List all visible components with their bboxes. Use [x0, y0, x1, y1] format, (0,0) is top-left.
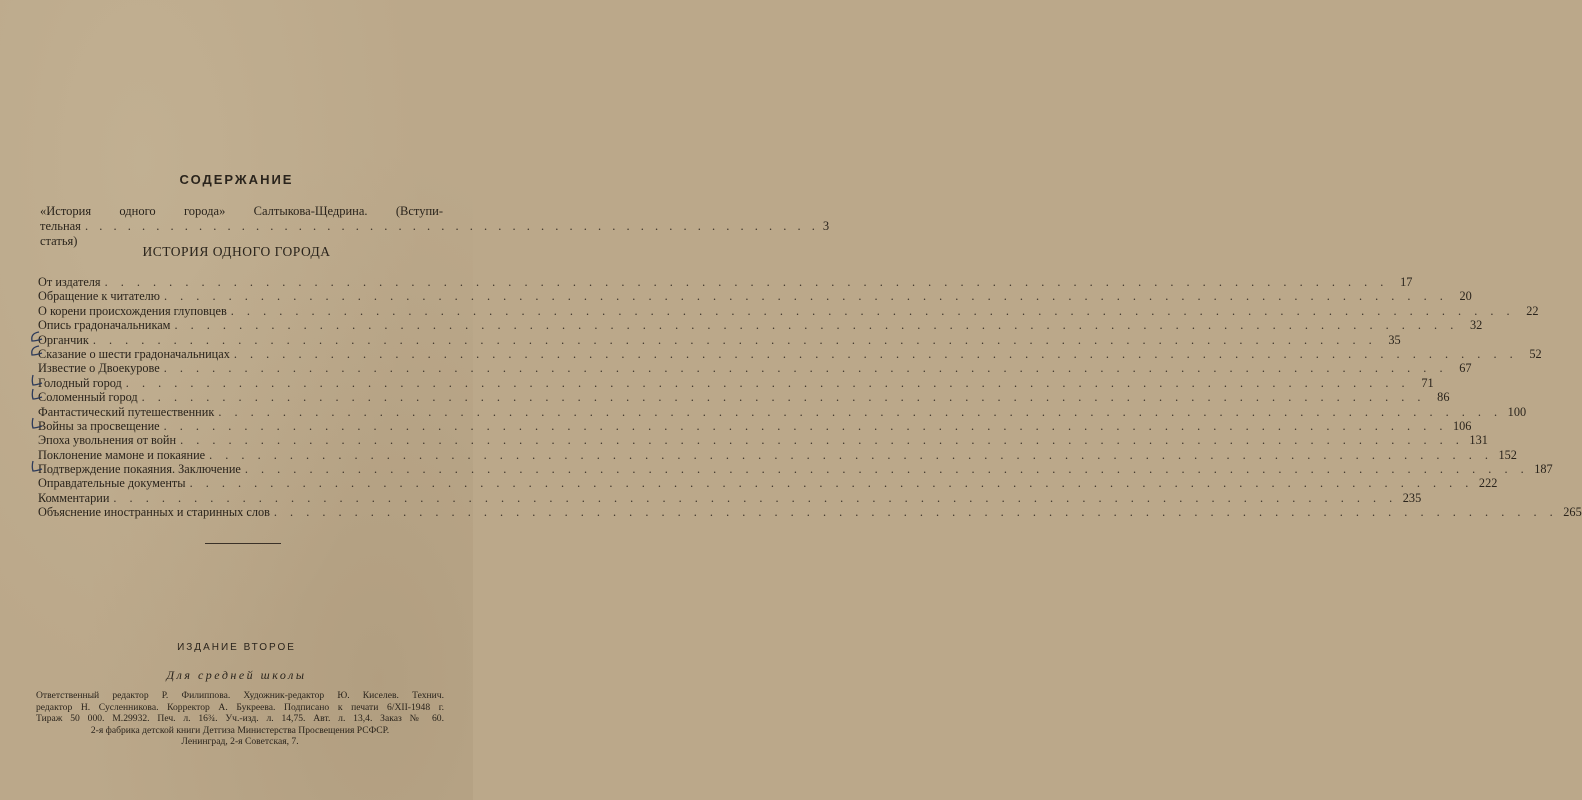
toc-entry-page: 35: [1388, 332, 1401, 347]
leader-dots: . . . . . . . . . . . . . . . . . . . . . . . . . . . . . . . . . . . . . . . . . . . . . . . . . . . . . . . . . . . . . . . . . . . . . . . . . . . . . . . .: [244, 462, 1529, 477]
toc-list: [38, 275, 1582, 520]
intro-entry: [40, 204, 830, 249]
toc-entry-title: Опись градоначальникам: [38, 318, 171, 333]
leader-dots: . . . . . . . . . . . . . . . . . . . . . . . . . . . . . . . . . . . . . . . . . . . . . . . . . . . . . . . . . . . . . . . . . . . . . . . . . . . . . . . .: [218, 404, 1503, 419]
edition-label: ИЗДАНИЕ ВТОРОЕ: [177, 642, 296, 653]
toc-entry: [38, 318, 1483, 333]
toc-entry-page: 235: [1402, 490, 1422, 505]
contents-heading: СОДЕРЖАНИЕ: [179, 172, 294, 187]
pencil-mark-icon: [29, 331, 43, 343]
divider-rule: [205, 543, 281, 544]
toc-entry: [38, 390, 1450, 405]
intro-entry-title-line2: тельная статья): [40, 219, 81, 248]
toc-entry-page: 67: [1459, 361, 1472, 376]
toc-entry-title: Объяснение иностранных и старинных слов: [38, 505, 270, 520]
toc-entry-title: Сказание о шести градоначальницах: [38, 346, 230, 361]
toc-entry: [38, 447, 1517, 462]
toc-entry-title: Фантастический путешественник: [38, 404, 215, 419]
audience-label: Для средней школы: [166, 668, 307, 682]
toc-entry: [38, 404, 1527, 419]
toc-entry: [38, 476, 1498, 491]
intro-entry-page: 3: [822, 219, 830, 233]
toc-entry-page: 187: [1534, 462, 1553, 477]
toc-entry-page: 106: [1452, 418, 1472, 433]
toc-entry: [38, 361, 1472, 376]
colophon-line: Тираж 50 000. М.29932. Печ. л. 16¾. Уч.-изд. л. 14,75. Авт. л. 13,4. Заказ № 60.: [36, 713, 444, 724]
toc-entry: [38, 346, 1542, 361]
toc-entry: [38, 505, 1582, 520]
pencil-mark-icon: [29, 417, 43, 429]
colophon: [36, 690, 444, 748]
leader-dots: . . . . . . . . . . . . . . . . . . . . . . . . . . . . . . . . . . . . . . . . . . . . . . . . . . . . . . . . . . . . . . . . . . . . . . . . . . . . . . . .: [189, 476, 1474, 491]
leader-dots: . . . . . . . . . . . . . . . . . . . . . . . . . . . . . . . . . . . . . . . . . . . . . . . . . . . . . . . . . . . . . . . . . . . . . . . . . . . . . . . .: [180, 433, 1464, 448]
toc-entry-title: Оправдательные документы: [38, 476, 186, 491]
toc-entry: [38, 462, 1553, 477]
toc-entry: [38, 490, 1422, 505]
toc-entry-title: Войны за просвещение: [38, 418, 160, 433]
leader-dots: . . . . . . . . . . . . . . . . . . . . . . . . . . . . . . . . . . . . . . . . . . . . . . . . . . . . . . . . . . . . . . . . . . . . . . . . . . . . . . . .: [233, 346, 1518, 361]
toc-entry-title: Известие о Двоекурове: [38, 361, 160, 376]
leader-dots: . . . . . . . . . . . . . . . . . . . . . . . . . . . . . . . . . . . . . . . . . . . . . . . . . . . . . . . . . . . . . . . . . . . . . . . . . . . . . . . .: [92, 332, 1377, 347]
pencil-mark-icon: [29, 345, 43, 357]
leader-dots: . . . . . . . . . . . . . . . . . . . . . . . . . . . . . . . . . . . . . . . . . . . . . . . . . . . . . . . . . . . . . . . . . . . . . . . . . . . . . . . .: [104, 275, 1389, 289]
pencil-mark-icon: [29, 388, 43, 400]
toc-entry: [38, 303, 1539, 318]
pencil-mark-icon: [29, 460, 43, 472]
leader-dots: . . . . . . . . . . . . . . . . . . . . . . . . . . . . . . . . . . . . . . . . . . . . . . . . . . . . . . . . . . . . . . . . . . . . . . . . . . . . . . . .: [273, 505, 1558, 520]
toc-entry-page: 100: [1507, 404, 1527, 419]
toc-entry-title: Обращение к читателю: [38, 289, 160, 304]
toc-entry: [38, 433, 1488, 448]
toc-entry: [38, 375, 1434, 390]
colophon-line: Ленинград, 2-я Советская, 7.: [181, 736, 299, 747]
toc-entry: [38, 332, 1401, 347]
toc-entry-page: 32: [1469, 318, 1483, 333]
toc-entry-title: От издателя: [38, 275, 101, 289]
toc-entry-title: Подтверждение покаяния. Заключение: [38, 462, 241, 477]
toc-entry: [38, 289, 1472, 304]
toc-entry-page: 265: [1563, 505, 1582, 520]
pencil-mark-icon: [29, 374, 43, 386]
colophon-line: 2-я фабрика детской книги Детгиза Министерства Просвещения РСФСР.: [90, 724, 390, 736]
toc-entry-page: 52: [1529, 346, 1542, 361]
toc-entry: [38, 275, 1413, 289]
leader-dots: . . . . . . . . . . . . . . . . . . . . . . . . . . . . . . . . . . . . . . . . . . . . . . . . . . . . . . . . . . . . . . . . . . . . . . . . . . . . . . . .: [164, 289, 1448, 304]
leader-dots: . . . . . . . . . . . . . . . . . . . . . . . . . . . . . . . . . . . . . . . . . . . . . . . . . . . . . . . . . . . . . . . . . . . . . . . . . . . . . . . .: [209, 447, 1493, 462]
colophon-line: Ответственный редактор Р. Филиппова. Художник-редактор Ю. Киселев. Технич.: [36, 690, 444, 701]
toc-entry-page: 71: [1421, 375, 1434, 390]
section-heading: ИСТОРИЯ ОДНОГО ГОРОДА: [142, 244, 331, 259]
toc-entry-page: 86: [1437, 390, 1450, 405]
toc-entry-page: 222: [1478, 476, 1498, 491]
leader-dots: . . . . . . . . . . . . . . . . . . . . . . . . . . . . . . . . . . . . . . . . . . . . . . . . . . . .: [84, 219, 819, 233]
leader-dots: . . . . . . . . . . . . . . . . . . . . . . . . . . . . . . . . . . . . . . . . . . . . . . . . . . . . . . . . . . . . . . . . . . . . . . . . . . . . . . . .: [230, 303, 1515, 318]
leader-dots: . . . . . . . . . . . . . . . . . . . . . . . . . . . . . . . . . . . . . . . . . . . . . . . . . . . . . . . . . . . . . . . . . . . . . . . . . . . . . . . .: [163, 418, 1448, 433]
toc-entry-title: Органчик: [38, 332, 89, 347]
toc-entry-page: 22: [1526, 303, 1539, 318]
toc-entry-page: 131: [1469, 433, 1488, 448]
toc-entry-title: Поклонение мамоне и покаяние: [38, 447, 206, 462]
toc-entry-page: 17: [1400, 275, 1413, 289]
toc-entry-title: Эпоха увольнения от войн: [38, 433, 177, 448]
toc-entry-title: Комментарии: [38, 490, 110, 505]
toc-entry-title: О корени происхождения глуповцев: [38, 303, 227, 318]
colophon-line: редактор Н. Сусленникова. Корректор А. Букреева. Подписано к печати 6/XII-1948 г.: [36, 701, 444, 713]
toc-entry-title: Соломенный город: [38, 390, 138, 405]
toc-entry-title: Голодный город: [38, 375, 122, 390]
toc-entry-page: 152: [1498, 447, 1517, 462]
toc-entry-page: 20: [1459, 289, 1472, 304]
toc-entry: [38, 418, 1472, 433]
leader-dots: . . . . . . . . . . . . . . . . . . . . . . . . . . . . . . . . . . . . . . . . . . . . . . . . . . . . . . . . . . . . . . . . . . . . . . . . . . . . . . . .: [174, 318, 1459, 333]
leader-dots: . . . . . . . . . . . . . . . . . . . . . . . . . . . . . . . . . . . . . . . . . . . . . . . . . . . . . . . . . . . . . . . . . . . . . . . . . . . . . . . .: [141, 390, 1426, 405]
leader-dots: . . . . . . . . . . . . . . . . . . . . . . . . . . . . . . . . . . . . . . . . . . . . . . . . . . . . . . . . . . . . . . . . . . . . . . . . . . . . . . . .: [113, 490, 1398, 505]
leader-dots: . . . . . . . . . . . . . . . . . . . . . . . . . . . . . . . . . . . . . . . . . . . . . . . . . . . . . . . . . . . . . . . . . . . . . . . . . . . . . . . .: [125, 375, 1410, 390]
leader-dots: . . . . . . . . . . . . . . . . . . . . . . . . . . . . . . . . . . . . . . . . . . . . . . . . . . . . . . . . . . . . . . . . . . . . . . . . . . . . . . . .: [163, 361, 1448, 376]
intro-entry-title-line1: «История одного города» Салтыкова-Щедрина. (Вступи-: [40, 204, 443, 218]
